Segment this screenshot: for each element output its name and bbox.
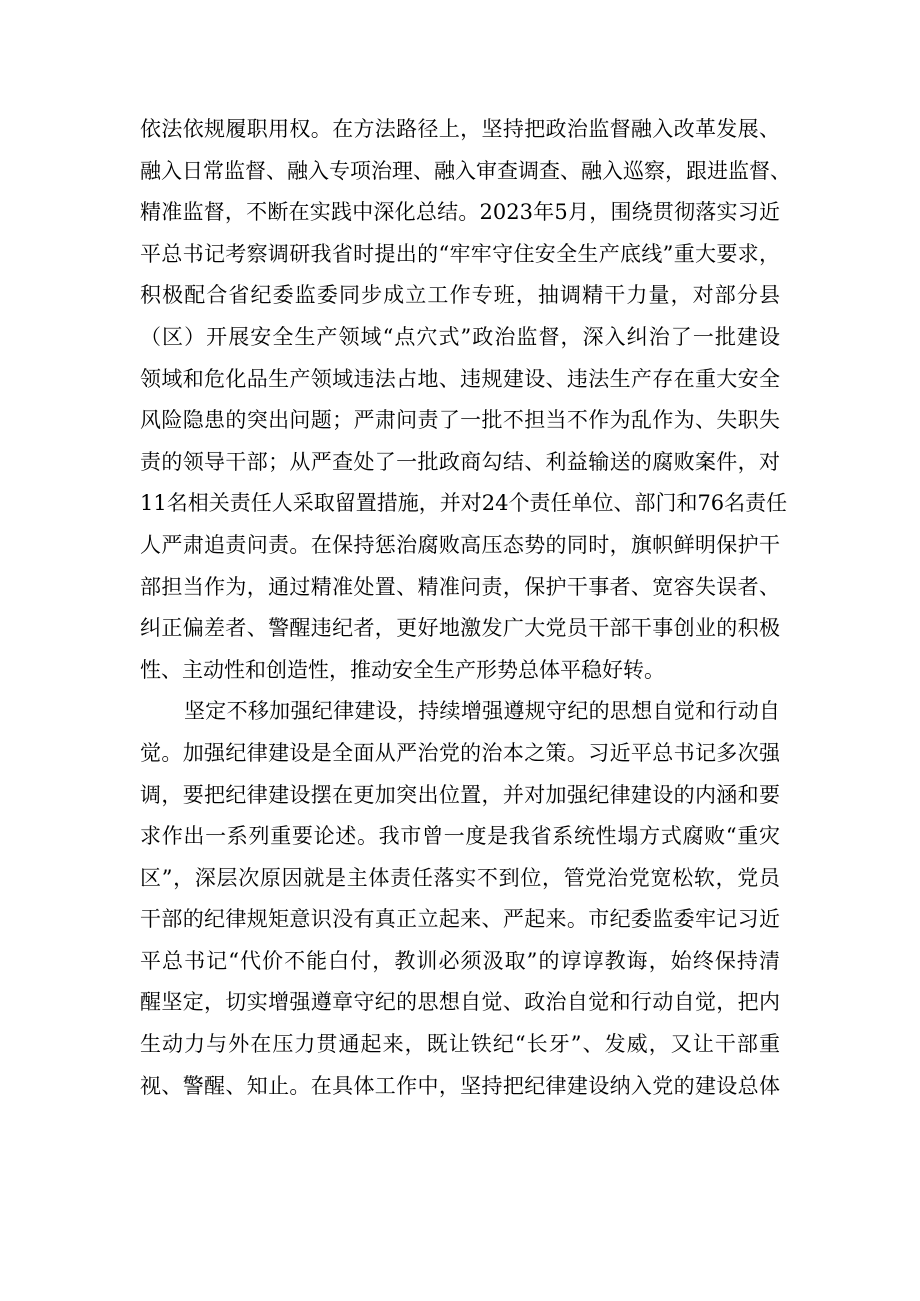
text-line: （区）开展安全生产领域“点穴式”政治监督，深入纠治了一批建设 — [140, 324, 780, 349]
text-line: 人严肃追责问责。在保持惩治腐败高压态势的同时，旗帜鲜明保护干 — [140, 532, 780, 557]
text-line: 11名相关责任人采取留置措施，并对24个责任单位、部门和76名责任 — [140, 491, 788, 516]
text-line: 醒坚定，切实增强遵章守纪的思想自觉、政治自觉和行动自觉，把内 — [140, 990, 780, 1015]
text-line: 干部的纪律规矩意识没有真正立起来、严起来。市纪委监委牢记习近 — [140, 907, 780, 932]
text-line: 调，要把纪律建设摆在更加突出位置，并对加强纪律建设的内涵和要 — [140, 782, 780, 807]
text-line: 部担当作为，通过精准处置、精准问责，保护干事者、宽容失误者、 — [140, 574, 780, 599]
text-line: 依法依规履职用权。在方法路径上，坚持把政治监督融入改革发展、 — [140, 117, 780, 141]
text-line: 平总书记“代价不能白付，教训必须汲取”的谆谆教诲，始终保持清 — [140, 948, 780, 973]
text-line: 责的领导干部；从严查处了一批政商勾结、利益输送的腐败案件，对 — [140, 449, 780, 474]
text-line: 视、警醒、知止。在具体工作中，坚持把纪律建设纳入党的建设总体 — [140, 1073, 780, 1098]
text-line: 融入日常监督、融入专项治理、融入审查调查、融入巡察，跟进监督、 — [140, 158, 791, 183]
text-line: 平总书记考察调研我省时提出的“牢牢守住安全生产底线”重大要求， — [140, 241, 780, 266]
text-line: 生动力与外在压力贯通起来，既让铁纪“长牙”、发威，又让干部重 — [140, 1032, 780, 1057]
text-line: 领域和危化品生产领域违法占地、违规建设、违法生产存在重大安全 — [140, 366, 780, 391]
paragraph-discipline-building — [140, 691, 780, 1107]
text-line: 觉。加强纪律建设是全面从严治党的治本之策。习近平总书记多次强 — [140, 740, 780, 765]
document-page — [140, 109, 791, 1107]
text-line: 纠正偏差者、警醒违纪者，更好地激发广大党员干部干事创业的积极 — [140, 616, 780, 641]
text-line: 性、主动性和创造性，推动安全生产形势总体平稳好转。 — [140, 657, 665, 682]
text-line: 区”，深层次原因就是主体责任落实不到位，管党治党宽松软，党员 — [140, 865, 780, 890]
text-line: 风险隐患的突出问题；严肃问责了一批不担当不作为乱作为、失职失 — [140, 408, 780, 433]
text-line: 精准监督，不断在实践中深化总结。2023年5月，围绕贯彻落实习近 — [140, 200, 780, 225]
text-line: 坚定不移加强纪律建设，持续增强遵规守纪的思想自觉和行动自 — [184, 699, 780, 724]
text-line: 积极配合省纪委监委同步成立工作专班，抽调精干力量，对部分县 — [140, 283, 780, 308]
text-line: 求作出一系列重要论述。我市曾一度是我省系统性塌方式腐败“重灾 — [140, 824, 780, 849]
paragraph-political-supervision — [140, 109, 791, 691]
